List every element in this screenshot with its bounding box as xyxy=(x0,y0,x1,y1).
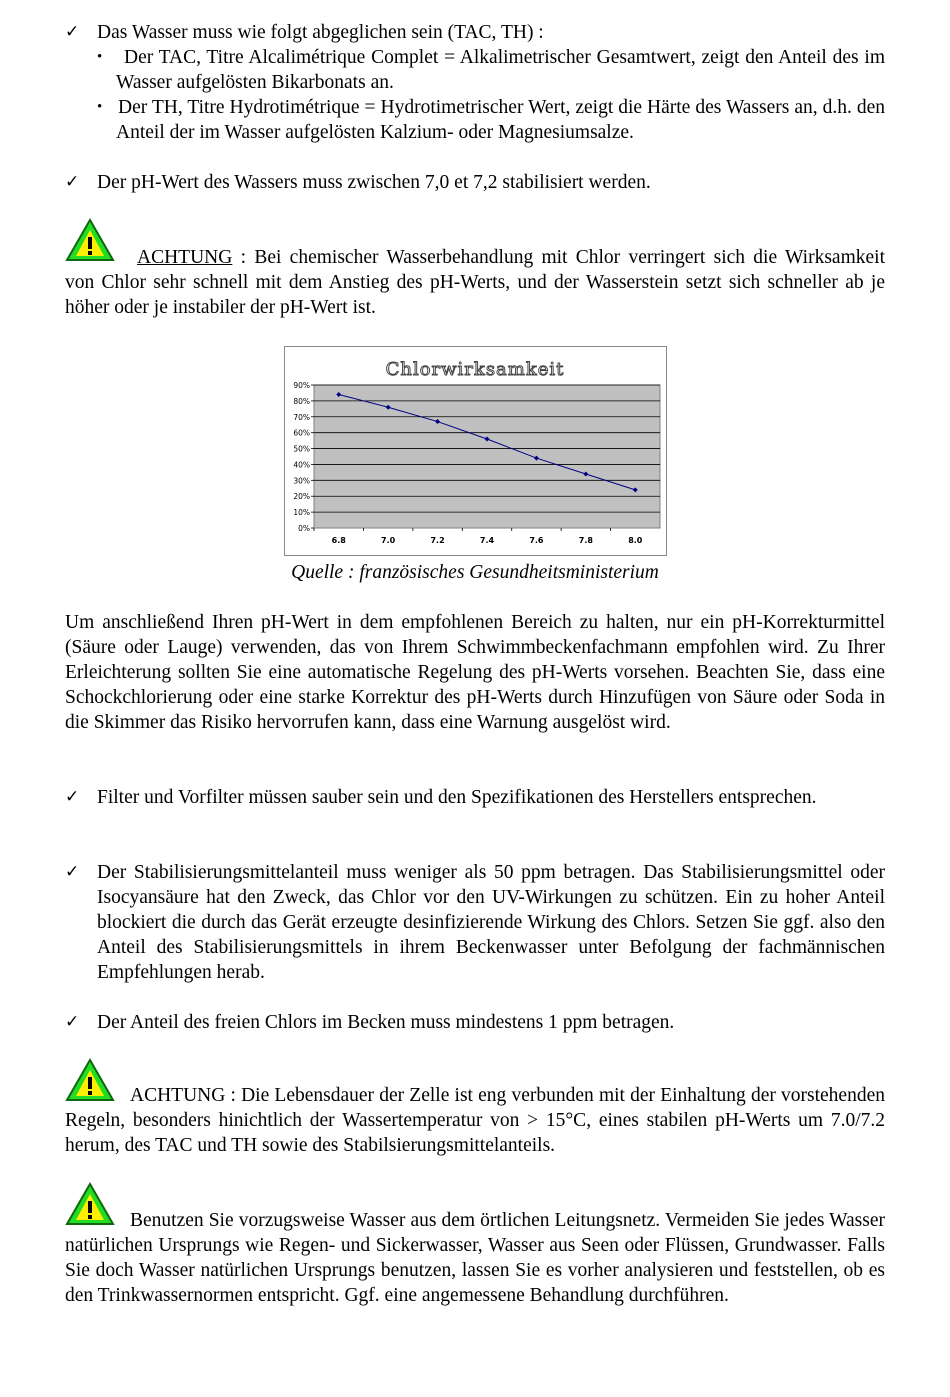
y-tick-label: 60% xyxy=(293,428,310,438)
chart-title: Chlorwirksamkeit xyxy=(385,359,565,380)
y-tick-label: 40% xyxy=(293,460,310,470)
y-tick-label: 30% xyxy=(293,476,310,486)
y-tick-label: 80% xyxy=(293,396,310,406)
y-tick-label: 90% xyxy=(293,381,310,390)
bullet-icon: • xyxy=(97,49,103,65)
x-tick-label: 7.0 xyxy=(381,536,396,545)
list-item-chlorine: Der Anteil des freien Chlors im Becken muss mindestens 1 ppm betragen. xyxy=(97,1012,675,1033)
list-item-ph: Der pH-Wert des Wassers muss zwischen 7,0 et 7,2 stabilisiert werden. xyxy=(97,172,651,193)
list-item-filter: Filter und Vorfilter müssen sauber sein und den Spezifikationen des Herstellers entsprechen. xyxy=(97,787,817,808)
x-tick-label: 6.8 xyxy=(331,536,346,545)
x-tick-label: 7.8 xyxy=(578,536,593,545)
y-tick-label: 10% xyxy=(293,508,310,518)
list-item-balance: Das Wasser muss wie folgt abgeglichen sein (TAC, TH) : xyxy=(97,22,544,43)
line-chart xyxy=(285,347,666,555)
chart-panel xyxy=(284,346,667,556)
check-icon: ✓ xyxy=(65,172,80,192)
y-tick-label: 20% xyxy=(293,492,310,502)
list-item-th: Der TH, Titre Hydrotimétrique = Hydrotimetrischer Wert, zeigt die Härte des Wassers an, d.h. den Anteil der im Wasser aufgelösten Kalzium- oder Magnesiumsalze. xyxy=(116,97,885,143)
check-icon: ✓ xyxy=(65,787,80,807)
list-item-stabilizer: Der Stabilisierungsmittelanteil muss weniger als 50 ppm betragen. Das Stabilisierungsmittel oder Isocyansäure hat den Zweck, das Chlor vor den UV-Wirkungen zu schützen. Ein zu hoher Anteil blockiert die durch das Gerät erzeugte desinfizierende Wirkung des Chlors. Setzen Sie ggf. also den Anteil des Stabilisierungsmittels in ihrem Beckenwasser unter Befolgung der fachmännischen Empfehlungen herab. xyxy=(97,862,885,983)
check-icon: ✓ xyxy=(65,862,80,882)
y-tick-label: 70% xyxy=(293,412,310,422)
x-tick-label: 8.0 xyxy=(628,536,643,545)
x-tick-label: 7.2 xyxy=(430,536,445,545)
warning-paragraph-3: Benutzen Sie vorzugsweise Wasser aus dem örtlichen Leitungsnetz. Vermeiden Sie jedes Wasser natürlichen Ursprungs wie Regen- und Sickerwasser, Wasser aus Seen oder Flüssen, Grundwasser. Falls Sie doch Wasser natürlichen Ursprungs benutzen, lassen Sie es vorher analysieren und feststellen, ob es den Trinkwassernormen entspricht. Ggf. eine angemessene Behandlung durchführen. xyxy=(65,1210,885,1306)
list-item-tac: Der TAC, Titre Alcalimétrique Complet = Alkalimetrischer Gesamtwert, zeigt den Anteil des im Wasser aufgelösten Bikarbonats an. xyxy=(116,47,885,93)
warning-paragraph-2: ACHTUNG : Die Lebensdauer der Zelle ist eng verbunden mit der Einhaltung der vorstehenden Regeln, besonders hinichtlich der Wassertemperatur von > 15°C, eines stabilen pH-Werts um 7.0/7.2 herum, des TAC und TH sowie des Stabilsierungsmittelanteils. xyxy=(65,1085,885,1156)
y-tick-label: 50% xyxy=(293,444,310,454)
warning-label: ACHTUNG xyxy=(137,247,233,268)
chart-caption: Quelle : französisches Gesundheitsministerium xyxy=(291,562,659,583)
warning-text: : Bei chemischer Wasserbehandlung mit Chlor verringert sich die Wirksamkeit von Chlor sehr schnell mit dem Anstieg des pH-Werts, und der Wasserstein setzt sich schneller ab je höher oder je instabiler der pH-Wert ist. xyxy=(65,247,885,318)
plot-area xyxy=(314,385,660,528)
check-icon: ✓ xyxy=(65,22,80,42)
x-tick-label: 7.6 xyxy=(529,536,544,545)
body-paragraph: Um anschließend Ihren pH-Wert in dem empfohlenen Bereich zu halten, nur ein pH-Korrekturmittel (Säure oder Lauge) verwenden, das von Ihrem Schwimmbeckenfachmann empfohlen wird. Zu Ihrer Erleichterung sollten Sie eine automatische Regelung des pH-Werts vorsehen. Beachten Sie, dass eine Schockchlorierung oder eine starke Korrektur des pH-Werts durch Hinzufügen von Säure oder Soda in die Skimmer das Risiko hervorrufen kann, dass eine Warnung ausgelöst wird. xyxy=(65,612,885,733)
x-tick-label: 7.4 xyxy=(479,536,495,545)
check-icon: ✓ xyxy=(65,1012,80,1032)
warning-paragraph-1 xyxy=(65,245,885,320)
y-tick-label: 0% xyxy=(298,524,310,533)
bullet-icon: • xyxy=(97,99,103,115)
